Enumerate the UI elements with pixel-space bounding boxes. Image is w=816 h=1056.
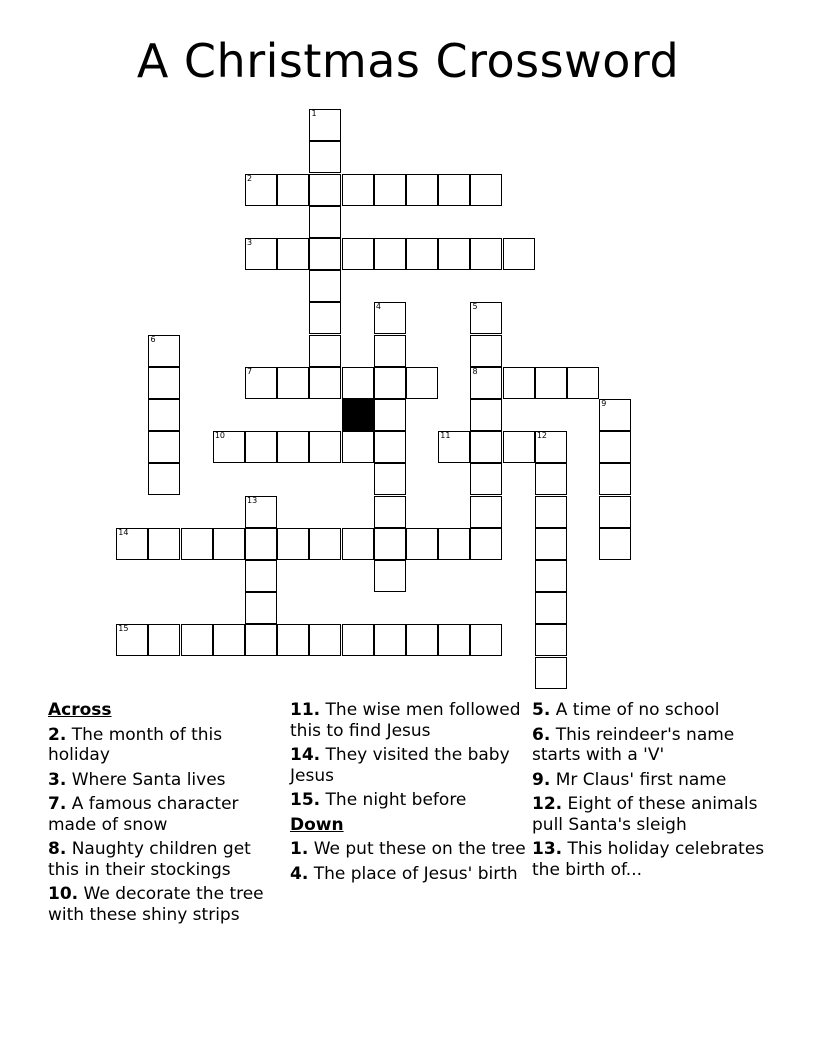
grid-cell[interactable] <box>470 463 502 495</box>
grid-cell[interactable] <box>535 496 567 528</box>
across-clue-11[interactable] <box>290 700 528 741</box>
clue-number: 3. <box>48 769 67 790</box>
grid-cell[interactable] <box>181 528 213 560</box>
grid-cell[interactable] <box>342 624 374 656</box>
grid-cell[interactable] <box>342 431 374 463</box>
grid-cell[interactable] <box>535 560 567 592</box>
grid-cell[interactable] <box>438 528 470 560</box>
clue-text: This reindeer's name starts with a 'V' <box>532 724 735 765</box>
clue-column-3 <box>532 700 770 884</box>
cell-number: 4 <box>375 302 381 312</box>
grid-cell[interactable] <box>342 367 374 399</box>
clue-number: 5. <box>532 700 551 720</box>
grid-cell[interactable] <box>470 431 502 463</box>
grid-cell[interactable] <box>309 174 341 206</box>
grid-cell[interactable] <box>245 592 277 624</box>
grid-cell[interactable] <box>374 624 406 656</box>
clue-number: 1. <box>290 839 309 859</box>
grid-cell[interactable] <box>181 624 213 656</box>
black-cell <box>342 399 374 431</box>
down-clue-5[interactable] <box>532 700 770 721</box>
grid-cell[interactable] <box>148 463 180 495</box>
grid-cell[interactable] <box>309 238 341 270</box>
grid-cell[interactable] <box>374 335 406 367</box>
grid-cell[interactable] <box>245 528 277 560</box>
grid-cell[interactable] <box>535 367 567 399</box>
grid-cell[interactable] <box>374 431 406 463</box>
grid-cell[interactable] <box>599 463 631 495</box>
grid-cell[interactable] <box>503 431 535 463</box>
cell-number: 8 <box>472 366 478 376</box>
cell-number: 15 <box>118 624 129 634</box>
grid-cell[interactable] <box>245 560 277 592</box>
cell-number: 7 <box>247 366 253 376</box>
grid-cell[interactable] <box>245 174 277 206</box>
clue-number: 2. <box>48 724 67 745</box>
grid-cell[interactable] <box>309 431 341 463</box>
grid-cell[interactable] <box>374 238 406 270</box>
grid-cell[interactable] <box>277 431 309 463</box>
grid-cell[interactable] <box>148 367 180 399</box>
grid-cell[interactable] <box>245 238 277 270</box>
grid-cell[interactable] <box>374 496 406 528</box>
grid-cell[interactable] <box>148 624 180 656</box>
grid-cell[interactable] <box>309 270 341 302</box>
grid-cell[interactable] <box>277 367 309 399</box>
down-clue-6[interactable] <box>532 725 770 766</box>
clue-number: 4. <box>290 863 309 884</box>
grid-cell[interactable] <box>406 528 438 560</box>
across-clue-2[interactable] <box>48 725 286 766</box>
down-clue-9[interactable] <box>532 770 770 791</box>
grid-cell[interactable] <box>470 624 502 656</box>
cell-number: 6 <box>150 334 156 344</box>
grid-cell[interactable] <box>374 528 406 560</box>
cell-number: 1 <box>311 109 317 119</box>
puzzle-title: A Christmas Crossword <box>136 34 680 88</box>
grid-cell[interactable] <box>213 431 245 463</box>
grid-cell[interactable] <box>438 431 470 463</box>
across-clue-10[interactable] <box>48 884 286 925</box>
grid-cell[interactable] <box>438 238 470 270</box>
grid-cell[interactable] <box>599 496 631 528</box>
grid-cell[interactable] <box>470 335 502 367</box>
grid-cell[interactable] <box>374 367 406 399</box>
clue-number: 12. <box>532 794 563 814</box>
grid-cell[interactable] <box>599 399 631 431</box>
grid-cell[interactable] <box>567 367 599 399</box>
clue-text: This holiday celebrates the birth of... <box>532 839 765 880</box>
grid-cell[interactable] <box>342 174 374 206</box>
grid-cell[interactable] <box>438 624 470 656</box>
grid-cell[interactable] <box>309 624 341 656</box>
grid-cell[interactable] <box>116 624 148 656</box>
clue-text: The wise men followed this to find Jesus <box>290 700 521 741</box>
cell-number: 14 <box>118 527 129 537</box>
clue-number: 13. <box>532 839 563 859</box>
clue-column-1 <box>48 700 286 929</box>
clue-text: The month of this holiday <box>48 724 223 765</box>
grid-cell[interactable] <box>406 367 438 399</box>
grid-cell[interactable] <box>438 174 470 206</box>
grid-cell[interactable] <box>245 624 277 656</box>
grid-cell[interactable] <box>406 238 438 270</box>
clue-text: The night before <box>325 790 467 810</box>
grid-cell[interactable] <box>503 238 535 270</box>
grid-cell[interactable] <box>503 367 535 399</box>
grid-cell[interactable] <box>277 238 309 270</box>
clue-text: We put these on the tree <box>313 839 526 859</box>
cell-number: 3 <box>247 238 253 248</box>
clue-text: The place of Jesus' birth <box>313 863 518 884</box>
grid-cell[interactable] <box>374 560 406 592</box>
grid-cell[interactable] <box>213 528 245 560</box>
clue-number: 14. <box>290 745 321 765</box>
clue-number: 8. <box>48 839 67 859</box>
clue-text: They visited the baby Jesus <box>290 745 510 786</box>
grid-cell[interactable] <box>148 399 180 431</box>
grid-cell[interactable] <box>406 624 438 656</box>
clue-text: Where Santa lives <box>71 769 226 790</box>
clue-column-2 <box>290 700 528 888</box>
across-clue-8[interactable] <box>48 839 286 880</box>
grid-cell[interactable] <box>309 109 341 141</box>
grid-cell[interactable] <box>309 206 341 238</box>
clue-number: 11. <box>290 700 321 720</box>
grid-cell[interactable] <box>116 528 148 560</box>
clue-text: A famous character made of snow <box>48 794 239 835</box>
grid-cell[interactable] <box>309 302 341 334</box>
grid-cell[interactable] <box>470 174 502 206</box>
grid-cell[interactable] <box>245 367 277 399</box>
clue-number: 15. <box>290 790 321 810</box>
grid-cell[interactable] <box>470 367 502 399</box>
grid-cell[interactable] <box>470 399 502 431</box>
across-clue-15[interactable] <box>290 790 528 811</box>
grid-cell[interactable] <box>535 528 567 560</box>
grid-cell[interactable] <box>535 431 567 463</box>
grid-cell[interactable] <box>599 431 631 463</box>
grid-cell[interactable] <box>277 174 309 206</box>
grid-cell[interactable] <box>599 528 631 560</box>
cell-number: 13 <box>247 495 258 505</box>
cell-number: 11 <box>440 431 451 441</box>
clue-number: 6. <box>532 724 551 745</box>
grid-cell[interactable] <box>309 141 341 173</box>
clue-text: Eight of these animals pull Santa's sleigh <box>532 794 758 835</box>
grid-cell[interactable] <box>148 528 180 560</box>
cell-number: 12 <box>536 431 548 441</box>
down-clue-4[interactable] <box>290 864 528 885</box>
clue-number: 9. <box>532 769 551 790</box>
grid-cell[interactable] <box>309 367 341 399</box>
grid-cell[interactable] <box>470 302 502 334</box>
clue-number: 7. <box>48 794 67 814</box>
grid-cell[interactable] <box>245 496 277 528</box>
cell-number: 2 <box>247 173 253 183</box>
grid-cell[interactable] <box>148 431 180 463</box>
cell-number: 10 <box>214 431 226 441</box>
across-clue-3[interactable] <box>48 770 286 791</box>
grid-cell[interactable] <box>277 528 309 560</box>
down-clue-13[interactable] <box>532 839 770 880</box>
grid-cell[interactable] <box>535 657 567 689</box>
down-header: Down <box>290 814 344 835</box>
grid-cell[interactable] <box>470 238 502 270</box>
grid-cell[interactable] <box>535 592 567 624</box>
grid-cell[interactable] <box>213 624 245 656</box>
grid-cell[interactable] <box>535 624 567 656</box>
grid-cell[interactable] <box>470 496 502 528</box>
across-header: Across <box>48 700 112 720</box>
grid-cell[interactable] <box>277 624 309 656</box>
grid-cell[interactable] <box>342 528 374 560</box>
grid-cell[interactable] <box>406 174 438 206</box>
cell-number: 9 <box>601 399 607 409</box>
across-clue-14[interactable] <box>290 745 528 786</box>
grid-cell[interactable] <box>374 463 406 495</box>
clue-number: 10. <box>48 884 79 904</box>
grid-cell[interactable] <box>245 431 277 463</box>
across-clue-7[interactable] <box>48 794 286 835</box>
grid-cell[interactable] <box>535 463 567 495</box>
down-clue-1[interactable] <box>290 839 528 860</box>
clue-text: We decorate the tree with these shiny strips <box>48 884 264 925</box>
clue-text: Naughty children get this in their stockings <box>48 839 251 880</box>
grid-cell[interactable] <box>374 302 406 334</box>
grid-cell[interactable] <box>309 335 341 367</box>
grid-cell[interactable] <box>374 399 406 431</box>
grid-cell[interactable] <box>309 528 341 560</box>
grid-cell[interactable] <box>148 335 180 367</box>
cell-number: 5 <box>472 302 478 312</box>
grid-cell[interactable] <box>342 238 374 270</box>
down-clue-12[interactable] <box>532 794 770 835</box>
grid-cell[interactable] <box>374 174 406 206</box>
clue-text: Mr Claus' first name <box>555 769 727 790</box>
grid-cell[interactable] <box>470 528 502 560</box>
clue-text: A time of no school <box>555 700 720 720</box>
